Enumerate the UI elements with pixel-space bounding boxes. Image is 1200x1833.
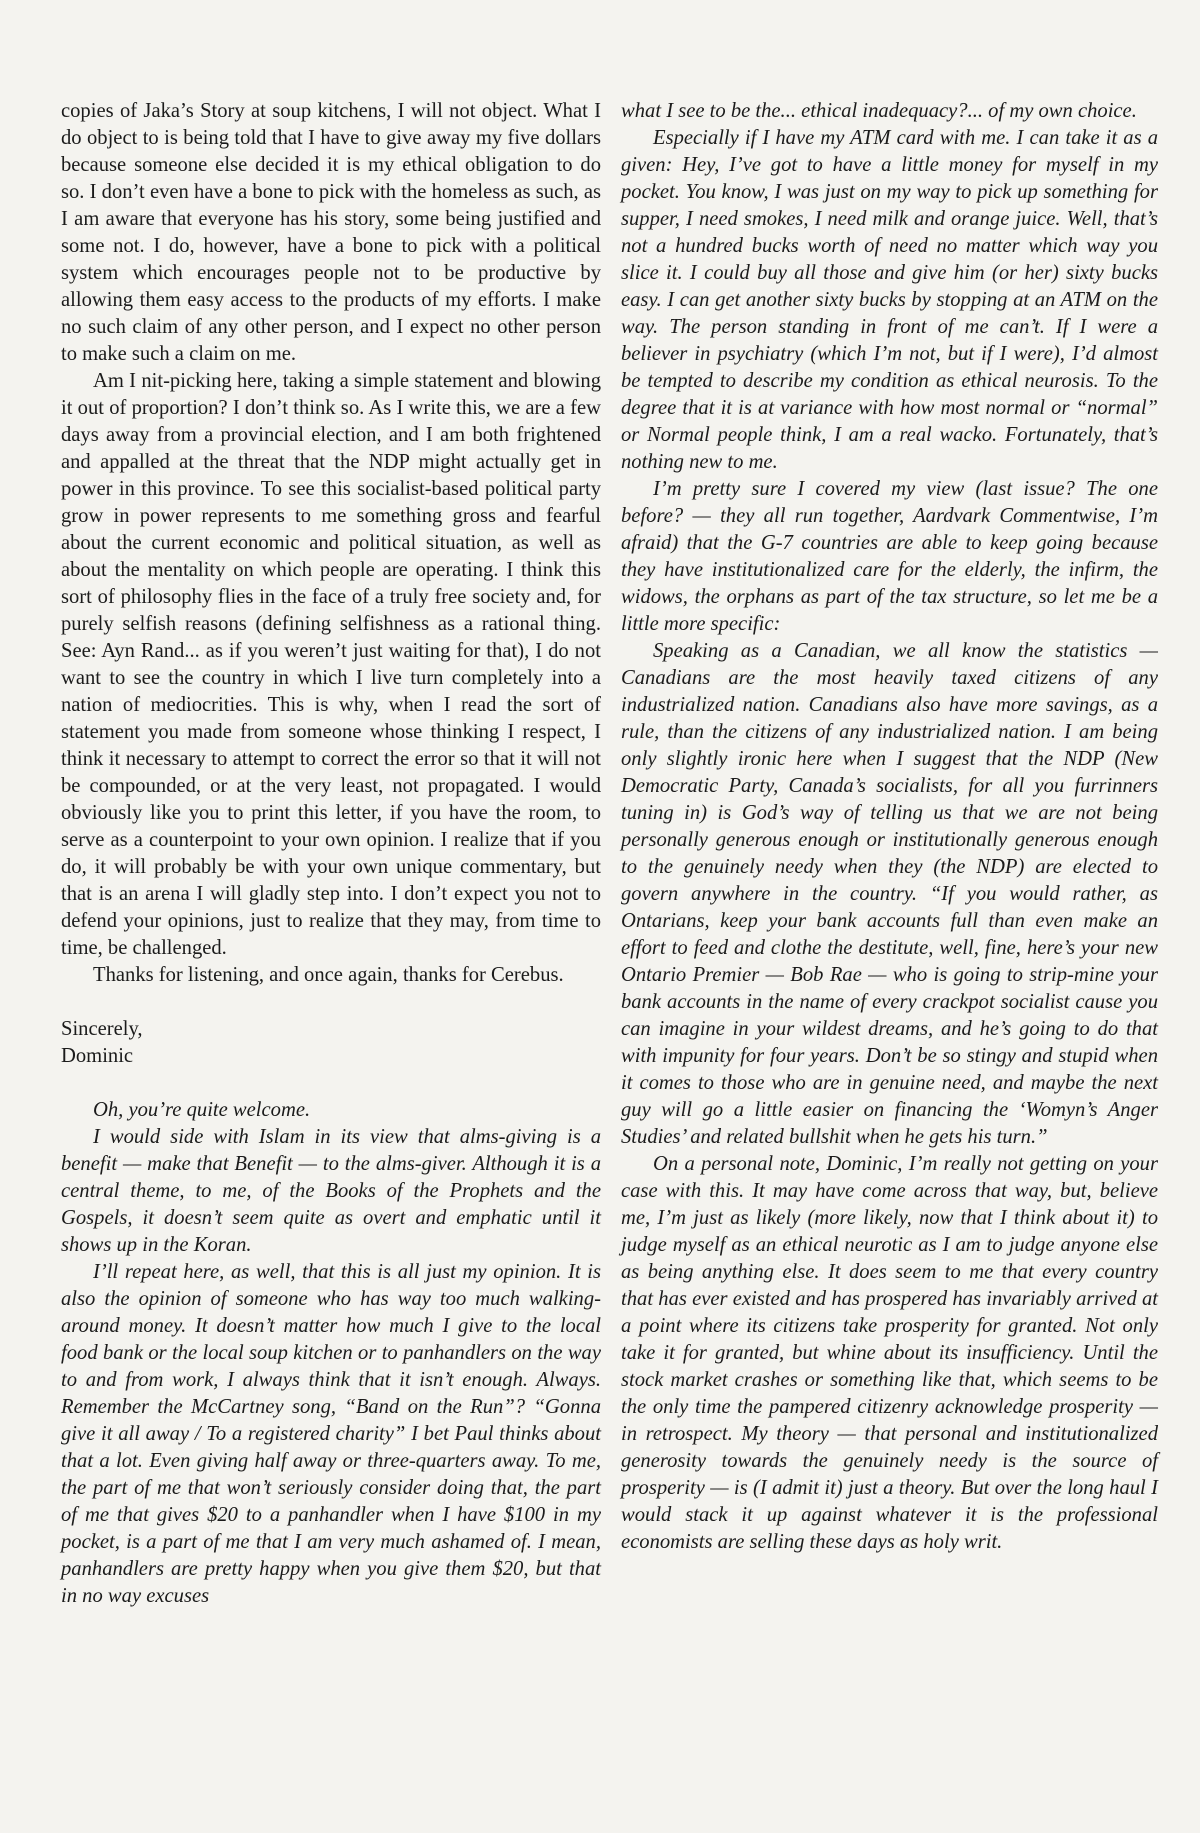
- reply-paragraph-8: On a personal note, Dominic, I’m really not getting on your case with this. It may have come across that way, but, believe me, I’m just as likely (more likely, now that I think about it) to judge myself as an ethical neurotic as I am to judge anyone else as being anything else. It does seem to me that every country that has ever existed and has prospered has invariably arrived at a point where its citizens take prosperity for granted. Not only take it for granted, but whine about its insufficiency. Until the stock market crashes or something like that, which seems to be the only time the pampered citizenry acknowledge prosperity — in retrospect. My theory — that personal and institutionalized generosity towards the genuinely needy is the source of prosperity — is (I admit it) just a theory. But over the long haul I would stack it up against whatever it is the professional economists are selling these days as holy writ.: [621, 1153, 1158, 1553]
- right-column: [621, 98, 1158, 1556]
- letter-signature: Dominic: [61, 1045, 134, 1067]
- letter-paragraph-2: Am I nit-picking here, taking a simple statement and blowing it out of proportion? I don’t think so. As I write this, we are a few days away from a provincial election, and I am both frightened and appalled at the threat that the NDP might actually get in power in this province. To see this socialist-based political party grow in power represents to me something gross and fearful about the current economic and political situation, as well as about the mentality on which people are operating. I think this sort of philosophy flies in the face of a truly free society and, for purely selfish reasons (defining selfishness as a rational thing. See: Ayn Rand... as if you weren’t just waiting for that), I do not want to see the country in which I live turn completely into a nation of mediocrities. This is why, when I read the sort of statement you made from someone whose thinking I respect, I think it necessary to attempt to correct the error so that it will not be compounded, or at the very least, not propagated. I would obviously like you to print this letter, if you have the room, to serve as a counterpoint to your own opinion. I realize that if you do, it will probably be with your own unique commentary, but that is an arena I will gladly step into. I don’t expect you not to defend your opinions, just to realize that they may, from time to time, be challenged.: [61, 370, 601, 959]
- letter-paragraph-1: copies of Jaka’s Story at soup kitchens, I will not object. What I do object to is being told that I have to give away my five dollars because someone else decided it is my ethical obligation to do so. I don’t even have a bone to pick with the homeless as such, as I am aware that everyone has his story, some being justified and some not. I do, however, have a bone to pick with a political system which encourages people not to be productive by allowing them easy access to the products of my efforts. I make no such claim of any other person, and I expect no other person to make such a claim on me.: [61, 100, 601, 365]
- reply-paragraph-3: I’ll repeat here, as well, that this is all just my opinion. It is also the opinion of someone who has way too much walking-around money. It doesn’t matter how much I give to the local food bank or the local soup kitchen or to panhandlers on the way to and from work, I always think that it isn’t enough. Always. Remember the McCartney song, “Band on the Run”? “Gonna give it all away / To a registered charity” I bet Paul thinks about that a lot. Even giving half away or three-quarters away. To me, the part of me that won’t seriously consider doing that, the part of me that gives $20 to a panhandler when I have $100 in my pocket, is a part of me that I am very much ashamed of. I mean, panhandlers are pretty happy when you give them $20, but that in no way excuses: [61, 1261, 601, 1607]
- reply-paragraph-5: Especially if I have my ATM card with me. I can take it as a given: Hey, I’ve got to have a little money for myself in my pocket. You know, I was just on my way to pick up something for supper, I need smokes, I need milk and orange juice. Well, that’s not a hundred bucks worth of need no matter which way you slice it. I could buy all those and give him (or her) sixty bucks easy. I can get another sixty bucks by stopping at an ATM on the way. The person standing in front of me can’t. If I were a believer in psychiatry (which I’m not, but if I were), I’d almost be tempted to describe my condition as ethical neurosis. To the degree that it is at variance with how most normal or “normal” or Normal people think, I am a real wacko. Fortunately, that’s nothing new to me.: [621, 127, 1158, 473]
- reply-paragraph-4: what I see to be the... ethical inadequacy?... of my own choice.: [621, 100, 1137, 122]
- spacer: [61, 989, 601, 1016]
- left-column: [61, 98, 601, 1610]
- reply-paragraph-1: Oh, you’re quite welcome.: [93, 1099, 311, 1121]
- letter-paragraph-3: Thanks for listening, and once again, thanks for Cerebus.: [93, 964, 564, 986]
- reply-paragraph-7: Speaking as a Canadian, we all know the statistics — Canadians are the most heavily taxed citizens of any industrialized nation. Canadians also have more savings, as a rule, than the citizens of any industrialized nation. I am being only slightly ironic here when I suggest that the NDP (New Democratic Party, Canada’s socialists, for all you furrinners tuning in) is God’s way of telling us that we are not being personally generous enough or institutionally generous enough to the genuinely needy when they (the NDP) are elected to govern anywhere in the country. “If you would rather, as Ontarians, keep your bank accounts full than even make an effort to feed and clothe the destitute, well, fine, here’s your new Ontario Premier — Bob Rae — who is going to strip-mine your bank accounts in the name of every crackpot socialist cause you can imagine in your wildest dreams, and he’s going to do that with impunity for four years. Don’t be so stingy and stupid when it comes to those who are in genuine need, and maybe the next guy will go a little easier on financing the ‘Womyn’s Anger Studies’ and related bullshit when he gets his turn.”: [621, 640, 1158, 1148]
- letter-closing: Sincerely,: [61, 1018, 143, 1040]
- reply-paragraph-2: I would side with Islam in its view that alms-giving is a benefit — make that Benefit — to the alms-giver. Although it is a central theme, to me, of the Books of the Prophets and the Gospels, it doesn’t seem quite as overt and emphatic until it shows up in the Koran.: [61, 1126, 601, 1256]
- reply-paragraph-6: I’m pretty sure I covered my view (last issue? The one before? — they all run together, Aardvark Commentwise, I’m afraid) that the G-7 countries are able to keep going because they have institutionalized care for the elderly, the infirm, the widows, the orphans as part of the tax structure, so let me be a little more specific:: [621, 478, 1158, 635]
- spacer: [61, 1070, 601, 1097]
